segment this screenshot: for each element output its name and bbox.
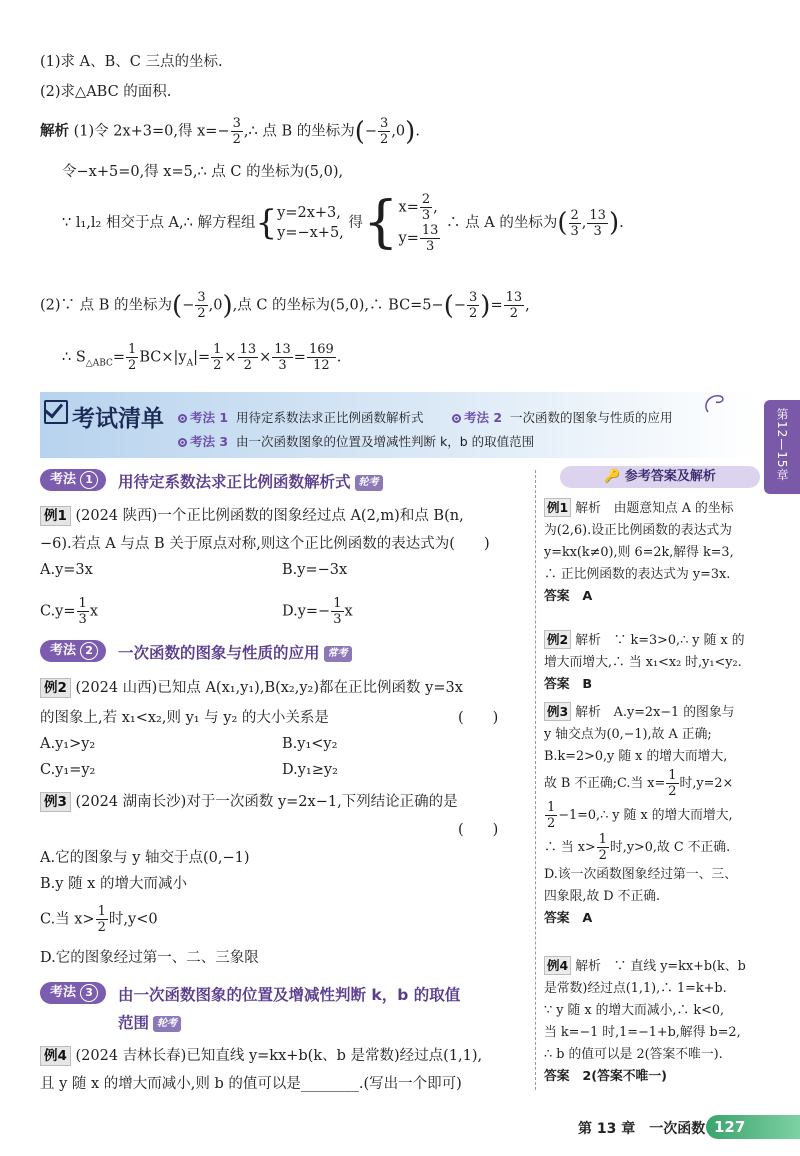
numerator: 169: [308, 342, 334, 357]
banner-title: 考试清单: [72, 406, 164, 432]
answer-result: 答案 2(答案不唯一): [544, 1069, 667, 1084]
numerator: 13: [239, 342, 257, 357]
denominator: 2: [598, 848, 607, 863]
denominator: 2: [469, 306, 478, 321]
section-3-title: 由一次函数图象的位置及增减性判断 k，b 的取值: [118, 986, 461, 1004]
section-1-title: [118, 470, 383, 492]
answer-text: 四象限,故 D 不正确.: [544, 889, 661, 904]
point-tail: ,0: [391, 123, 406, 140]
equation-2: y=−x+5,: [277, 225, 344, 241]
answer-blank[interactable]: ( ): [458, 822, 499, 838]
denominator: 2: [509, 306, 518, 321]
example-4-line-1: [40, 1044, 482, 1066]
section-title-text: 范围: [118, 1014, 150, 1032]
kaofa-tag: 考法 1: [190, 410, 229, 425]
solution-text: ∴ 点 A 的坐标为: [446, 215, 558, 231]
answer-text: 增大而增大,∴ 当 x₁<x₂ 时,y₁<y₂.: [544, 655, 742, 670]
section-3-title-cont: [118, 1011, 181, 1033]
fraction: [378, 116, 390, 147]
answer-label: 例1: [544, 498, 571, 517]
pill-number: 3: [80, 984, 98, 1002]
fraction: [195, 290, 207, 321]
numerator: 1: [128, 342, 137, 357]
answer-text: 解析 A.y=2x−1 的图象与: [575, 705, 735, 720]
denominator: 3: [570, 223, 579, 239]
solution-line-5: ∴ $S_{\triangle ABC}=$ $\frac{1}{2}$ $BC\times|y_A|=$ $\frac{1}{2}$ × $\frac{13}{2}$ × $\frac{13}{3}$ = $\frac{169}{12}$ .: [62, 342, 342, 373]
fraction: [231, 116, 243, 147]
answer-1: [544, 498, 784, 608]
answer-result: 答案 A: [544, 911, 593, 926]
fraction: [587, 208, 608, 239]
example-label: 例4: [40, 1046, 71, 1066]
numerator: 2: [570, 207, 579, 223]
denominator: 3: [421, 208, 431, 223]
answer-text: 当 k=−1 时,1=−1+b,解得 b=2,: [544, 1025, 741, 1040]
kaofa-text: 由一次函数图象的位置及增减性判断 k，b 的取值范围: [236, 434, 535, 449]
example-text: (2024 湖南长沙)对于一次函数 y=2x−1,下列结论正确的是: [75, 794, 458, 810]
chapter-tab-label: 第12—15章: [775, 408, 789, 482]
fraction: [504, 290, 525, 321]
numerator: 1: [668, 768, 677, 783]
denominator: 3: [593, 223, 602, 239]
fraction: [420, 223, 441, 254]
answer-text: 解析 ∵ k=3>0,∴ y 随 x 的: [575, 633, 745, 648]
option-text: 时,y<0: [108, 911, 158, 928]
kaofa-3-item: [178, 432, 534, 450]
example-label: 例1: [40, 506, 71, 526]
denominator: 2: [668, 784, 677, 799]
equation-1: y=2x+3,: [277, 205, 341, 221]
frequency-badge: 常考: [324, 646, 352, 662]
solution-text: (2)∵ 点 B 的坐标为: [40, 297, 173, 314]
option-text: C.y=: [40, 603, 76, 620]
period: .: [415, 123, 420, 140]
pill-number: 2: [80, 642, 98, 660]
sol-y: y=: [398, 230, 419, 247]
option-c[interactable]: [40, 904, 158, 935]
fraction: [238, 342, 259, 373]
answer-text: 解析 由题意知点 A 的坐标: [575, 501, 734, 516]
example-label: 例3: [40, 792, 71, 812]
var-x: x: [344, 603, 353, 620]
answer-label: 例4: [544, 956, 571, 975]
example-text: (2024 陕西)一个正比例函数的图象经过点 A(2,m)和点 B(n,: [75, 508, 464, 524]
solution-line-3: ∵ l₁,l₂ 相交于点 A,∴ 解方程组{ y=2x+3, y=−x+5, 得{ x= $\frac{2}{3}$ , y= $\frac{13}{3}$ ∴ 点 A 的坐标为( $\frac{2}{3}$ , $\frac{13}{3}$ ).: [62, 190, 624, 255]
answer-result: 答案 B: [544, 677, 593, 692]
solution-line-2: 令−x+5=0,得 x=5,∴ 点 C 的坐标为(5,0),: [62, 164, 344, 180]
answer-text: B.k=2>0,y 随 x 的增大而增大,: [544, 749, 728, 764]
solution-label: 解析: [40, 123, 69, 140]
fraction: [420, 192, 432, 223]
example-2-line-2: 的图象上,若 x₁<x₂,则 y₁ 与 y₂ 的大小关系是: [40, 710, 329, 726]
numerator: 13: [589, 207, 606, 223]
option-a[interactable]: A.它的图象与 y 轴交于点(0,−1): [40, 850, 250, 866]
option-a[interactable]: A.y₁>y₂: [40, 736, 96, 752]
denominator: 2: [380, 132, 389, 147]
numerator: 13: [421, 223, 439, 238]
answer-4: [544, 956, 784, 1088]
denominator: 2: [128, 358, 137, 373]
bullet-icon: [178, 414, 187, 423]
numerator: 2: [421, 192, 431, 207]
solution-text: BC×|y: [139, 349, 187, 366]
frequency-badge: 轮考: [355, 475, 383, 491]
numerator: 1: [97, 904, 106, 919]
column-divider: [535, 470, 536, 1090]
option-d[interactable]: D.y₁≥y₂: [282, 762, 338, 778]
option-d[interactable]: D.它的图象经过第一、二、三象限: [40, 950, 259, 966]
solution-text: ,∴ 点 B 的坐标为: [243, 123, 355, 140]
denominator: 2: [243, 358, 252, 373]
fraction: [96, 904, 108, 935]
fraction: [77, 596, 89, 627]
sol-x: x=: [398, 199, 419, 216]
pill-label: 考法: [50, 985, 77, 1000]
answer-result: 答案 A: [544, 589, 593, 604]
section-title-text: 一次函数的图象与性质的应用: [118, 644, 320, 662]
section-1-pill: [40, 469, 106, 491]
fraction: [126, 342, 138, 373]
answer-text: y 轴交点为(0,−1),故 A 正确;: [544, 727, 712, 742]
answer-text: 故 B 不正确;C.当 x=: [544, 776, 666, 791]
page-number: 127: [706, 1115, 800, 1139]
section-2-pill: [40, 640, 106, 662]
option-c[interactable]: [40, 596, 98, 627]
option-text: D.y=−: [282, 603, 331, 620]
example-4-line-2: 且 y 随 x 的增大而减小,则 b 的值可以是________.(写出一个即可): [40, 1076, 462, 1092]
var-x: x: [89, 603, 98, 620]
kaofa-1-item: [178, 408, 424, 426]
numerator: 1: [213, 342, 222, 357]
fraction: [272, 342, 293, 373]
option-text: C.当 x>: [40, 911, 95, 928]
numerator: 13: [274, 342, 291, 357]
denominator: 2: [547, 816, 556, 831]
denominator: 2: [97, 920, 106, 935]
equation-system: [277, 203, 344, 243]
example-3-line-1: [40, 790, 458, 812]
solution-text: ∴ S: [62, 349, 86, 366]
answer-text: D.该一次函数图象经过第一、三、: [544, 867, 738, 882]
answer-text: 解析 ∵ 直线 y=kx+b(k、b: [575, 959, 746, 974]
answer-2: [544, 630, 784, 696]
fraction: [597, 832, 609, 863]
numerator: 1: [598, 832, 607, 847]
fraction: [545, 800, 557, 831]
bullet-icon: [452, 414, 461, 423]
denominator: 2: [197, 306, 206, 321]
denominator: 3: [333, 612, 342, 627]
question-1: (1)求 A、B、C 三点的坐标.: [40, 54, 223, 70]
denominator: 3: [426, 239, 435, 254]
kaofa-text: 用待定系数法求正比例函数解析式: [236, 410, 424, 425]
answer-text: 时,y>0,故 C 不正确.: [609, 840, 731, 855]
kaofa-text: 一次函数的图象与性质的应用: [510, 410, 673, 425]
pill-number: 1: [80, 471, 98, 489]
solution-text: ∵ l₁,l₂ 相交于点 A,∴ 解方程组: [62, 215, 256, 231]
example-2-line-1: [40, 676, 463, 698]
pill-label: 考法: [50, 472, 77, 487]
subscript: A: [186, 358, 194, 369]
answer-text: −1=0,∴ y 随 x 的增大而增大,: [558, 808, 733, 823]
numerator: 3: [232, 116, 241, 131]
numerator: 3: [469, 290, 478, 305]
kaofa-tag: 考法 3: [190, 434, 229, 449]
answer-text: ,y=2×: [692, 776, 734, 791]
denominator: 3: [278, 358, 287, 373]
footer-chapter: 第 13 章 一次函数: [578, 1121, 706, 1137]
denominator: 2: [213, 358, 222, 373]
option-d[interactable]: [282, 596, 353, 627]
swirl-decoration-icon: [700, 390, 730, 420]
option-b[interactable]: B.y=−3x: [282, 562, 348, 578]
solution-line-1: 解析 (1)令 2x+3=0,得 x=− $\frac{3}{2}$ ,∴ 点 B 的坐标为(− $\frac{3}{2}$ ,0).: [40, 116, 420, 147]
example-1-line-1: [40, 504, 464, 526]
answer-label: 例3: [544, 702, 571, 721]
numerator: 1: [547, 800, 556, 815]
fraction: [307, 342, 336, 373]
answer-label: 例2: [544, 630, 571, 649]
example-label: 例2: [40, 678, 71, 698]
numerator: 1: [333, 596, 342, 611]
answer-3: 例3 解析 A.y=2x−1 的图象与 y 轴交点为(0,−1),故 A 正确; B.k=2>0,y 随 x 的增大而增大, 故 B 不正确;C.当 x= $\frac{1}{2}$ 时,y=2× $\frac{1}{2}$ −1=0,∴ y 随 x 的增大而增大, ∴ 当 x> $\frac{1}{2}$ 时,y>0,故 C 不正确. D.该一次函数图象经过第一、三、 四象限,故 D 不正确. 答案 A: [544, 702, 784, 930]
key-icon: 🔑: [604, 469, 625, 484]
option-a[interactable]: A.y=3x: [40, 562, 93, 578]
answer-text: 是常数)经过点(1,1),∴ 1=k+b.: [544, 981, 727, 996]
fraction: [211, 342, 223, 373]
answers-header-text: 参考答案及解析: [624, 469, 716, 484]
solution-line-4: (2)∵ 点 B 的坐标为(− $\frac{3}{2}$ ,0),点 C 的坐标为(5,0),∴ BC=5−(− $\frac{3}{2}$ )= $\frac{13}{2}$ ,: [40, 290, 530, 321]
fraction: [569, 208, 581, 239]
frequency-badge: 轮考: [153, 1016, 181, 1032]
section-3-pill: [40, 982, 106, 1004]
section-2-title: [118, 641, 352, 663]
example-text: (2024 吉林长春)已知直线 y=kx+b(k、b 是常数)经过点(1,1),: [75, 1048, 483, 1064]
numerator: 13: [505, 290, 523, 305]
kaofa-2-item: [452, 408, 673, 426]
denominator: 3: [78, 612, 87, 627]
question-2: (2)求△ABC 的面积.: [40, 84, 172, 100]
answer-text: 为(2,6).设正比例函数的表达式为: [544, 523, 732, 538]
fraction: [666, 768, 678, 799]
subscript: △ABC: [85, 358, 113, 369]
option-b[interactable]: B.y 随 x 的增大而减小: [40, 876, 187, 892]
option-c[interactable]: C.y₁=y₂: [40, 762, 96, 778]
answer-text: y=kx(k≠0),则 6=2k,解得 k=3,: [544, 545, 734, 560]
kaofa-tag: 考法 2: [464, 410, 503, 425]
equals: =: [112, 349, 126, 366]
denominator: 2: [232, 132, 241, 147]
answer-text: ∴ b 的值可以是 2(答案不唯一).: [544, 1047, 723, 1062]
solution-text: (1)令 2x+3=0,得 x=−: [73, 123, 230, 140]
pill-label: 考法: [50, 643, 77, 658]
example-1-line-2: −6).若点 A 与点 B 关于原点对称,则这个正比例函数的表达式为( ): [40, 536, 490, 552]
solution-text: 得: [348, 215, 363, 231]
bullet-icon: [178, 438, 187, 447]
fraction: [331, 596, 343, 627]
equals: =: [490, 297, 503, 314]
denominator: 12: [313, 358, 330, 373]
section-title-text: 用待定系数法求正比例函数解析式: [118, 473, 351, 491]
example-text: (2024 山西)已知点 A(x₁,y₁),B(x₂,y₂)都在正比例函数 y=3x: [75, 680, 463, 696]
solution-system: x= $\frac{2}{3}$ , y= $\frac{13}{3}$: [398, 192, 439, 254]
answers-header: [560, 466, 760, 488]
answer-text: ∴ 正比例函数的表达式为 y=3x.: [544, 567, 731, 582]
numerator: 3: [197, 290, 206, 305]
solution-text: ,点 C 的坐标为(5,0),∴ BC=5−: [232, 297, 444, 314]
answer-blank[interactable]: ( ): [458, 710, 499, 726]
numerator: 1: [78, 596, 87, 611]
answer-text: ∵ y 随 x 的增大而减小,∴ k<0,: [544, 1003, 725, 1018]
option-b[interactable]: B.y₁<y₂: [282, 736, 338, 752]
fraction: [467, 290, 479, 321]
numerator: 3: [380, 116, 389, 131]
answer-text: ∴ 当 x>: [544, 840, 596, 855]
solution-text: |=: [193, 349, 211, 366]
